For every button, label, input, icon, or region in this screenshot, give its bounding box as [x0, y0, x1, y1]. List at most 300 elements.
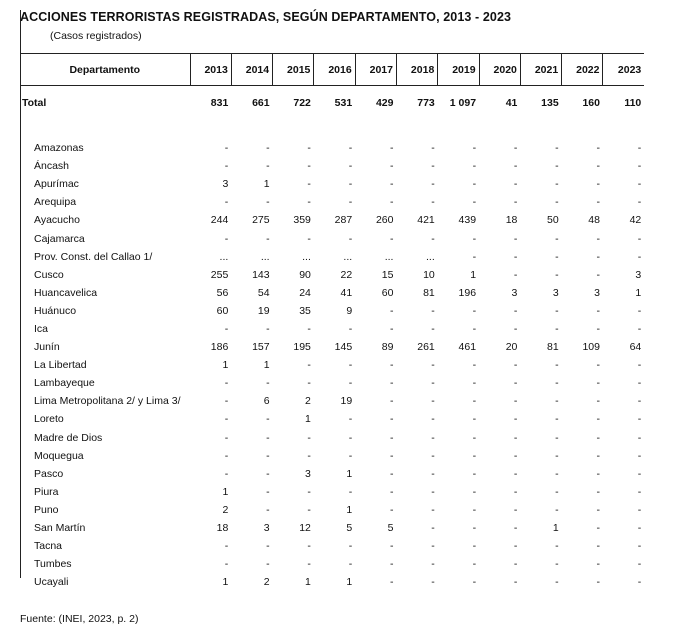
table-cell: -	[513, 485, 518, 498]
table-cell: -	[637, 576, 642, 589]
department-name: Arequipa	[34, 196, 77, 209]
table-cell: 244	[210, 214, 229, 227]
table-cell: 260	[375, 214, 394, 227]
table-cell: -	[348, 558, 353, 571]
department-name: Prov. Const. del Callao 1/	[34, 250, 153, 263]
table-cell: -	[637, 232, 642, 245]
table-cell: -	[555, 449, 559, 462]
table-cell: -	[472, 160, 477, 173]
table-cell: -	[389, 359, 394, 372]
table-cell: -	[637, 178, 642, 191]
table-row	[20, 284, 644, 302]
table-cell: 3	[594, 286, 600, 299]
table-cell: -	[389, 377, 394, 390]
table-cell: 50	[546, 214, 559, 227]
total-cell: 135	[541, 96, 559, 109]
table-cell: -	[307, 232, 311, 245]
table-cell: -	[431, 377, 435, 390]
table-cell: -	[431, 449, 435, 462]
table-cell: -	[472, 467, 477, 480]
table-cell: 109	[582, 341, 600, 354]
column-header-year: 2021	[520, 54, 561, 86]
table-row	[20, 356, 644, 374]
table-cell: -	[637, 304, 642, 317]
department-name: Piura	[34, 485, 59, 498]
total-label: Total	[22, 96, 47, 109]
table-cell: 157	[252, 341, 270, 354]
table-cell: -	[555, 232, 559, 245]
table-cell: -	[637, 322, 642, 335]
column-header-year: 2014	[231, 54, 272, 86]
table-row	[20, 392, 644, 410]
table-cell: -	[307, 558, 311, 571]
department-name: Áncash	[34, 160, 70, 173]
table-cell: 3	[511, 286, 518, 299]
table-cell: 3	[552, 286, 559, 299]
table-cell: 421	[417, 214, 435, 227]
table-cell: -	[348, 413, 353, 426]
table-cell: -	[596, 449, 600, 462]
table-row	[20, 410, 644, 428]
total-cell: 531	[334, 96, 353, 109]
table-cell: -	[472, 250, 477, 263]
table-cell: -	[513, 413, 518, 426]
table-row	[20, 211, 644, 229]
table-cell: -	[431, 576, 435, 589]
table-cell: -	[389, 540, 394, 553]
table-cell: -	[637, 522, 642, 535]
table-cell: -	[596, 576, 600, 589]
total-cell: 110	[624, 96, 642, 109]
table-cell: -	[596, 304, 600, 317]
table-cell: -	[472, 576, 477, 589]
table-cell: -	[431, 142, 435, 155]
department-name: Tumbes	[34, 558, 72, 571]
table-cell: -	[266, 449, 270, 462]
table-row	[20, 573, 644, 591]
table-cell: -	[224, 558, 229, 571]
table-cell: -	[307, 359, 311, 372]
table-cell: -	[637, 250, 642, 263]
column-header-year: 2017	[355, 54, 396, 86]
table-cell: 42	[629, 214, 642, 227]
table-cell: -	[472, 413, 477, 426]
total-cell: 1 097	[449, 96, 477, 109]
table-cell: -	[431, 503, 435, 516]
table-cell: -	[513, 359, 518, 372]
table-cell: 255	[210, 268, 229, 281]
table-cell: 19	[340, 395, 353, 408]
table-cell: -	[513, 540, 518, 553]
table-cell: 19	[257, 304, 270, 317]
table-cell: 10	[423, 268, 435, 281]
table-cell: -	[224, 377, 229, 390]
table-body	[20, 86, 644, 592]
table-cell: -	[596, 232, 600, 245]
table-cell: -	[637, 413, 642, 426]
column-header-year: 2019	[438, 54, 479, 86]
table-cell: -	[555, 558, 559, 571]
table-cell: -	[637, 377, 642, 390]
header-row	[20, 54, 644, 86]
department-name: Ucayali	[34, 576, 69, 589]
table-cell: -	[513, 322, 518, 335]
table-subtitle: (Casos registrados)	[50, 30, 142, 42]
table-cell: -	[637, 196, 642, 209]
table-cell: -	[389, 160, 394, 173]
table-cell: -	[513, 576, 518, 589]
table-cell: 143	[252, 268, 270, 281]
column-header-year: 2018	[396, 54, 437, 86]
table-cell: -	[389, 142, 394, 155]
table-cell: 3	[222, 178, 229, 191]
table-cell: 35	[299, 304, 311, 317]
table-cell: 89	[381, 341, 394, 354]
table-cell: -	[431, 322, 435, 335]
table-cell: -	[472, 522, 477, 535]
table-cell: 90	[299, 268, 311, 281]
table-cell: 15	[381, 268, 394, 281]
table-cell: -	[224, 142, 229, 155]
table-cell: -	[555, 359, 559, 372]
table-cell: -	[637, 142, 642, 155]
table-cell: -	[389, 503, 394, 516]
table-row	[20, 139, 644, 157]
table-cell: 359	[293, 214, 311, 227]
table-cell: -	[555, 304, 559, 317]
table-cell: -	[348, 142, 353, 155]
table-cell: -	[513, 196, 518, 209]
table-cell: 22	[340, 268, 353, 281]
table-cell: 81	[423, 286, 435, 299]
table-cell: -	[555, 413, 559, 426]
table-cell: 1	[263, 178, 270, 191]
table-cell: -	[307, 540, 311, 553]
table-cell: -	[637, 449, 642, 462]
table-cell: -	[596, 250, 600, 263]
table-cell: -	[348, 322, 353, 335]
total-cell: 41	[505, 96, 518, 109]
table-cell: -	[596, 322, 600, 335]
table-cell: -	[266, 503, 270, 516]
table-cell: 287	[334, 214, 353, 227]
table-cell: -	[513, 395, 518, 408]
total-cell: 773	[417, 96, 435, 109]
table-row	[20, 429, 644, 447]
table-cell: -	[266, 160, 270, 173]
table-cell: -	[472, 395, 477, 408]
table-cell: -	[637, 503, 642, 516]
table-cell: ...	[426, 250, 435, 263]
table-row	[20, 374, 644, 392]
table-row	[20, 302, 644, 320]
table-cell: -	[596, 160, 600, 173]
table-cell: -	[472, 558, 477, 571]
table-cell: -	[431, 485, 435, 498]
table-cell: -	[513, 431, 518, 444]
table-cell: -	[224, 322, 229, 335]
table-cell: -	[513, 304, 518, 317]
table-cell: 60	[216, 304, 229, 317]
table-cell: 48	[588, 214, 600, 227]
table-cell: -	[472, 232, 477, 245]
table-cell: 54	[257, 286, 270, 299]
department-name: Amazonas	[34, 142, 84, 155]
table-cell: -	[389, 322, 394, 335]
table-cell: -	[348, 160, 353, 173]
table-cell: -	[307, 431, 311, 444]
table-cell: -	[555, 178, 559, 191]
table-row	[20, 248, 644, 266]
table-cell: -	[307, 142, 311, 155]
table-cell: -	[389, 449, 394, 462]
table-cell: -	[637, 485, 642, 498]
department-name: Moquegua	[34, 449, 84, 462]
table-cell: -	[389, 395, 394, 408]
table-cell: -	[348, 232, 353, 245]
table-cell: -	[431, 558, 435, 571]
table-cell: 439	[458, 214, 477, 227]
table-cell: -	[555, 377, 559, 390]
table-cell: -	[348, 431, 353, 444]
table-cell: -	[555, 160, 559, 173]
table-cell: -	[431, 178, 435, 191]
table-cell: -	[348, 485, 353, 498]
table-cell: -	[389, 196, 394, 209]
table-cell: 186	[210, 341, 229, 354]
table-cell: -	[472, 304, 477, 317]
table-cell: 20	[505, 341, 518, 354]
table-cell: -	[513, 377, 518, 390]
table-cell: -	[596, 485, 600, 498]
table-cell: 1	[222, 485, 229, 498]
table-row	[20, 320, 644, 338]
table-cell: ...	[260, 250, 270, 263]
table-cell: -	[472, 377, 477, 390]
table-cell: -	[513, 503, 518, 516]
table-row	[20, 175, 644, 193]
table-cell: 12	[299, 522, 311, 535]
table-cell: -	[555, 268, 559, 281]
table-cell: 2	[263, 576, 270, 589]
table-cell: -	[555, 250, 559, 263]
table-cell: -	[266, 467, 270, 480]
table-cell: -	[224, 431, 229, 444]
table-cell: 60	[381, 286, 394, 299]
table-cell: -	[596, 395, 600, 408]
table-cell: 5	[387, 522, 394, 535]
table-cell: 145	[334, 341, 353, 354]
table-cell: -	[431, 232, 435, 245]
table-cell: -	[472, 540, 477, 553]
table-cell: 1	[346, 467, 353, 480]
table-cell: -	[224, 540, 229, 553]
table-cell: 9	[346, 304, 353, 317]
table-cell: -	[431, 395, 435, 408]
table-title: ACCIONES TERRORISTAS REGISTRADAS, SEGÚN DEPARTAMENTO, 2013 - 2023	[20, 10, 512, 24]
table-cell: -	[431, 540, 435, 553]
table-cell: -	[472, 449, 477, 462]
table-row	[20, 157, 644, 175]
table-cell: -	[555, 196, 559, 209]
table-cell: -	[266, 196, 270, 209]
column-header-department: Departamento	[20, 54, 190, 86]
table-cell: -	[266, 485, 270, 498]
table-cell: 1	[222, 359, 229, 372]
table-row	[20, 338, 644, 356]
table-cell: -	[596, 268, 600, 281]
table-cell: -	[555, 142, 559, 155]
department-name: Lima Metropolitana 2/ y Lima 3/	[34, 395, 181, 408]
department-name: Pasco	[34, 467, 64, 480]
table-cell: 1	[346, 576, 353, 589]
table-cell: -	[224, 413, 229, 426]
table-cell: -	[389, 576, 394, 589]
table-cell: 3	[635, 268, 642, 281]
table-cell: -	[472, 503, 477, 516]
table-cell: 1	[305, 576, 311, 589]
table-cell: -	[266, 431, 270, 444]
table-cell: 461	[458, 341, 477, 354]
table-cell: 18	[216, 522, 229, 535]
table-cell: -	[431, 160, 435, 173]
table-cell: 64	[629, 341, 642, 354]
table-cell: -	[513, 178, 518, 191]
department-name: Cajamarca	[34, 232, 85, 245]
table-cell: -	[513, 558, 518, 571]
table-cell: -	[555, 322, 559, 335]
table-cell: 41	[340, 286, 353, 299]
table-cell: -	[389, 485, 394, 498]
table-cell: -	[472, 359, 477, 372]
total-cell: 429	[375, 96, 394, 109]
table-cell: ...	[219, 250, 229, 263]
table-cell: -	[431, 359, 435, 372]
table-cell: -	[431, 413, 435, 426]
table-row	[20, 266, 644, 284]
table-cell: -	[555, 540, 559, 553]
table-cell: -	[389, 413, 394, 426]
table-cell: -	[513, 268, 518, 281]
table-cell: -	[431, 431, 435, 444]
table-cell: -	[307, 449, 311, 462]
table-cell: 195	[293, 341, 311, 354]
column-header-year: 2022	[562, 54, 603, 86]
table-cell: 1	[263, 359, 270, 372]
table-cell: -	[596, 196, 600, 209]
table-cell: -	[637, 467, 642, 480]
table-cell: -	[637, 431, 642, 444]
department-name: Apurímac	[34, 178, 79, 191]
department-name: Puno	[34, 503, 59, 516]
table-cell: -	[224, 467, 229, 480]
department-name: Huancavelica	[34, 286, 98, 299]
department-name: Ayacucho	[34, 214, 80, 227]
table-row	[20, 537, 644, 555]
table-cell: -	[596, 178, 600, 191]
department-name: Madre de Dios	[34, 431, 103, 444]
table-cell: -	[472, 142, 477, 155]
column-header-year: 2013	[190, 54, 231, 86]
table-cell: -	[637, 395, 642, 408]
department-name: San Martín	[34, 522, 86, 535]
table-cell: -	[596, 522, 600, 535]
department-name: Loreto	[34, 413, 64, 426]
table-cell: -	[266, 377, 270, 390]
table-cell: -	[555, 503, 559, 516]
department-name: Huánuco	[34, 304, 77, 317]
table-container	[20, 53, 644, 589]
department-name: La Libertad	[34, 359, 87, 372]
table-cell: -	[224, 449, 229, 462]
table-cell: -	[431, 196, 435, 209]
table-cell: -	[596, 467, 600, 480]
table-cell: -	[513, 522, 518, 535]
total-row	[20, 86, 644, 120]
total-cell: 722	[293, 96, 311, 109]
table-cell: -	[513, 250, 518, 263]
table-cell: -	[596, 142, 600, 155]
table-cell: ...	[302, 250, 311, 263]
table-cell: -	[472, 196, 477, 209]
table-cell: -	[266, 558, 270, 571]
table-cell: -	[389, 467, 394, 480]
column-header-year: 2023	[603, 54, 644, 86]
table-cell: -	[637, 540, 642, 553]
table-cell: 6	[263, 395, 270, 408]
table-cell: -	[431, 467, 435, 480]
source-note: Fuente: (INEI, 2023, p. 2)	[20, 613, 139, 625]
table-cell: 3	[305, 467, 311, 480]
table-cell: -	[266, 142, 270, 155]
total-cell: 160	[582, 96, 600, 109]
table-cell: -	[224, 395, 229, 408]
table-cell: -	[596, 413, 600, 426]
table-cell: -	[431, 304, 435, 317]
table-cell: -	[307, 160, 311, 173]
table-row	[20, 193, 644, 211]
table-cell: -	[513, 232, 518, 245]
table-row	[20, 555, 644, 573]
table-cell: 1	[305, 413, 311, 426]
table-cell: 1	[635, 286, 642, 299]
table-cell: 1	[552, 522, 559, 535]
table-row	[20, 465, 644, 483]
table-cell: -	[389, 304, 394, 317]
table-cell: -	[266, 413, 270, 426]
table-row	[20, 519, 644, 537]
table-cell: -	[266, 540, 270, 553]
table-cell: 3	[263, 522, 270, 535]
table-cell: ...	[343, 250, 353, 263]
table-cell: 81	[546, 341, 559, 354]
table-cell: 261	[417, 341, 435, 354]
table-cell: -	[348, 196, 353, 209]
table-cell: -	[513, 449, 518, 462]
table-cell: -	[224, 232, 229, 245]
table-row	[20, 483, 644, 501]
table-cell: 2	[305, 395, 311, 408]
data-table	[20, 53, 644, 591]
table-cell: -	[389, 431, 394, 444]
table-cell: -	[348, 359, 353, 372]
table-cell: -	[555, 485, 559, 498]
table-cell: -	[637, 160, 642, 173]
department-name: Ica	[34, 322, 49, 335]
table-cell: -	[348, 377, 353, 390]
department-name: Cusco	[34, 268, 64, 281]
table-cell: -	[513, 142, 518, 155]
